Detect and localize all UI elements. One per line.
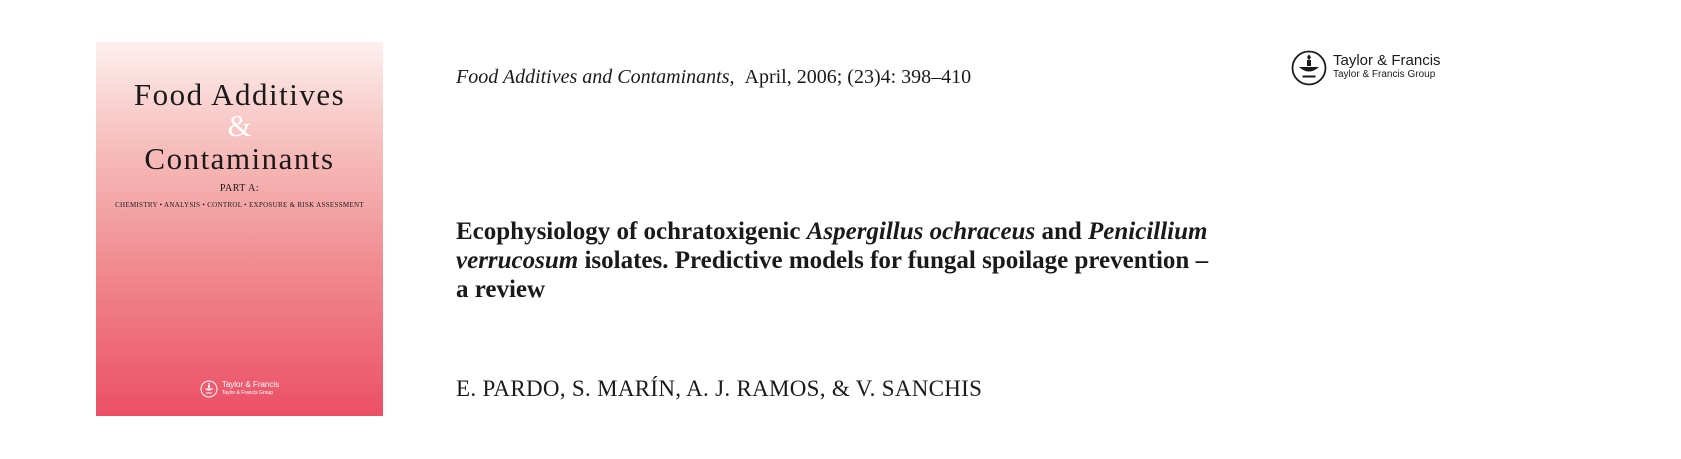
title-part-species: Aspergillus ochraceus — [806, 218, 1036, 245]
title-part: Ecophysiology of ochratoxigenic — [456, 218, 807, 245]
publisher-name: Taylor & Francis — [1333, 52, 1441, 69]
cover-publisher-logo — [96, 380, 383, 398]
title-part-species: Penicillium — [1088, 218, 1208, 245]
article-title-line-3 — [456, 275, 1356, 304]
journal-cover — [96, 42, 383, 416]
publisher-group: Taylor & Francis Group — [1333, 69, 1436, 80]
author-list: E. PARDO, S. MARÍN, A. J. RAMOS, & V. SANCHIS — [456, 376, 983, 401]
lamp-logo-icon — [1291, 50, 1327, 86]
cover-ampersand: & — [227, 108, 252, 143]
publisher-logo — [1291, 50, 1441, 86]
title-part: a review — [456, 276, 546, 303]
cover-title-line-1: Food Additives — [133, 77, 346, 112]
cover-subjects: CHEMISTRY • ANALYSIS • CONTROL • EXPOSURE & RISK ASSESSMENT — [115, 201, 364, 209]
citation-details: April, 2006; (23)4: 398–410 — [744, 66, 972, 88]
article-title-line-1 — [456, 217, 1356, 246]
title-part: isolates. Predictive models for fungal spoilage prevention – — [578, 247, 1209, 274]
cover-publisher-name: Taylor & Francis — [221, 380, 280, 389]
article-title-line-2 — [456, 246, 1356, 275]
title-part: and — [1035, 218, 1089, 245]
cover-part-label: PART A: — [219, 183, 260, 194]
citation-separator: , — [729, 66, 735, 88]
title-part-species: verrucosum — [456, 247, 579, 274]
cover-publisher-group: Taylor & Francis Group — [221, 390, 273, 396]
citation-line — [456, 66, 971, 89]
journal-name: Food Additives and Contaminants — [456, 66, 730, 88]
article-title — [456, 217, 1356, 304]
lamp-logo-icon — [200, 380, 218, 398]
cover-title-line-2: Contaminants — [144, 141, 335, 176]
